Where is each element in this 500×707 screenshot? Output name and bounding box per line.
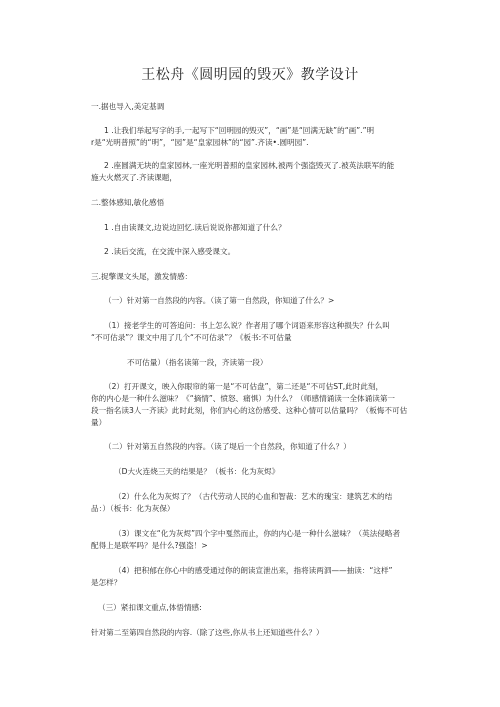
paragraph-line: （1）接老学生的可答追问：书上怎么说？作者用了哪个词语来形容这种损失？什么叫	[104, 321, 390, 330]
paragraph-line: 不可估量）（指名读第一段，齐读第一段）	[127, 358, 268, 367]
paragraph-line: （4）把积郁在你心中的感受通过你的朗读宣泄出来，指将读两泗——抽读：“这样”	[114, 566, 393, 575]
paragraph-line: 施大火燃灭了.齐读课题，	[91, 173, 177, 182]
paragraph-line: 配得上是联军吗？是什么?强盗！>	[91, 541, 208, 550]
section-heading-3: 三.捉擎课文头尾，激发情感：	[91, 272, 193, 281]
paragraph-line: 品：）（板书：化为灰保）	[91, 504, 175, 513]
subsection-heading-1: （一）针对第一自然段的内容。（读了第一自然段，你知道了什么？>	[104, 296, 335, 305]
document-title: 王松舟《圆明园的毁灭》教学设计	[141, 67, 359, 83]
paragraph-line: 是怎样？	[91, 578, 122, 587]
paragraph-line: （2）什么化为灰烬了？（古代劳动人民的心血和智裁：艺术的瑰宝：建筑艺术的结	[114, 492, 393, 501]
paragraph-line: 量）	[91, 418, 107, 427]
section-heading-2: 二.整体感知,敏化感悟	[91, 198, 165, 207]
paragraph-line: （D大火连烧三天的结果是？（板书：化为灰烬》	[114, 467, 280, 476]
subsection-heading-3: （三）紧扣课文重点,体悟情感:	[98, 603, 202, 612]
paragraph-line: r是“光明普照”的“明”，“园”是“皇家园林”的“园”.齐读•.圆明园”.	[91, 138, 309, 147]
paragraph-line: 1 .让我们举起写字的手,一起写下“回明园的毁灭”，“画”是“回满无缺”的“画”.”明	[104, 126, 375, 135]
section-heading-1: 一.据也导入,美定基调	[91, 102, 165, 111]
paragraph-line: 针对第二至第四自然段的内容.（除了这些,你从书上还知道些什么？）	[91, 628, 324, 637]
paragraph-line: 你的内心是一种什么滋味？《“摘情”、愤怒、痛惧）为什么？（师感情诵读一全体诵读第一	[91, 394, 396, 403]
paragraph-line: （3）课文在“化为灰烬”四个字中戛然而止，你的内心是一种什么滋味？（英法侵略者	[114, 529, 401, 538]
subsection-heading-2: （二）针对第五自然段的内容。（读了堤后一个自然段，你知道了什么？）	[104, 442, 351, 451]
paragraph-line: 2 .座圆满无块的皇家园林,一座光明普照的皇家园林,被两个强盗毁灭了.被英法联军的能	[104, 161, 395, 170]
paragraph-line: 2 .读后交流，在交流中深入感受课文。	[104, 247, 236, 256]
paragraph-line: “不可估录”？课文中用了几个“不可估录”？《板书:不可估量	[91, 333, 292, 342]
paragraph-line: 1 .自由读课文,边说边回忆.读后说说你都知道了什么？	[104, 223, 286, 232]
paragraph-line: （2）打开课文，映入你眼帘的第一是“不可估盘”，第二还是“不可估ST,此时此刻，	[104, 382, 384, 391]
paragraph-line: 段一指名读3人一齐读》此时此刻，你们内心的这份感受、这种心情可以估量吗？（板悔不可估	[91, 406, 408, 415]
